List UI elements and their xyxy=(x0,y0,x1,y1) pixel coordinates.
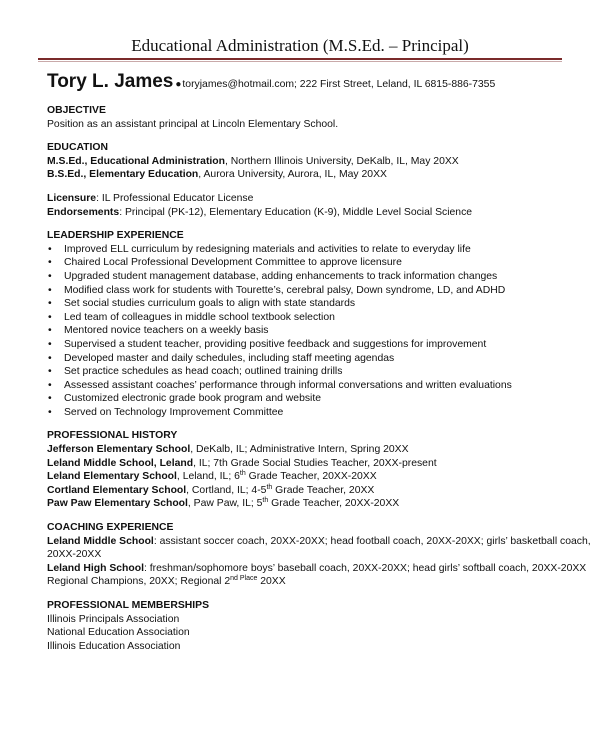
list-item: • Set social studies curriculum goals to align with state standards xyxy=(47,297,567,311)
list-item: • Supervised a student teacher, providing positive feedback and suggestions for improvement xyxy=(47,338,567,352)
leadership-heading: LEADERSHIP EXPERIENCE xyxy=(47,230,184,242)
school-name: Cortland Elementary School xyxy=(47,484,187,496)
title-rule xyxy=(38,58,562,60)
degree-line xyxy=(47,168,567,182)
school-name: Leland Elementary School xyxy=(47,471,177,483)
list-item: • Improved ELL curriculum by redesigning materials and activities to relate to everyday life xyxy=(47,243,567,257)
list-item: • Developed master and daily schedules, including staff meeting agendas xyxy=(47,352,567,366)
history-heading: PROFESSIONAL HISTORY xyxy=(47,430,178,442)
history-entry xyxy=(47,470,567,484)
school-name: Paw Paw Elementary School xyxy=(47,498,188,510)
endorsements-label: Endorsements xyxy=(47,206,120,218)
entry-text-tail: Grade Teacher, 20XX-20XX xyxy=(268,498,400,510)
objective-text: Position as an assistant principal at Lincoln Elementary School. xyxy=(47,118,339,130)
coaching-entry-cont xyxy=(47,575,567,589)
degree-details: , Aurora University, Aurora, IL, May 20XX xyxy=(198,169,387,181)
contact-info: toryjames@hotmail.com; 222 First Street, Leland, IL 6815-886-7355 xyxy=(182,79,496,90)
list-item: • Customized electronic grade book program and website xyxy=(47,392,567,406)
history-entry xyxy=(47,497,567,511)
list-item: • Upgraded student management database, adding enhancements to track information changes xyxy=(47,270,567,284)
entry-text: , Leland, IL; 6 xyxy=(176,471,240,483)
resume-body xyxy=(47,71,591,653)
school-name: Leland Middle School, Leland xyxy=(47,457,194,469)
school-name: Leland High School xyxy=(47,562,144,574)
leadership-list xyxy=(47,243,567,420)
list-item: • Chaired Local Professional Development Committee to approve licensure xyxy=(47,256,567,270)
entry-text: , IL; 7th Grade Social Studies Teacher, 20XX-present xyxy=(193,457,437,469)
separator-dot-icon: ● xyxy=(175,79,182,90)
list-item: • Led team of colleagues in middle school textbook selection xyxy=(47,311,567,325)
entry-text: , Paw Paw, IL; 5 xyxy=(187,498,263,510)
degree-details: , Northern Illinois University, DeKalb, IL, May 20XX xyxy=(225,155,459,167)
degree-name: M.S.Ed., Educational Administration xyxy=(47,155,226,167)
coaching-entry xyxy=(47,535,591,549)
entry-text: , DeKalb, IL; Administrative Intern, Spring 20XX xyxy=(190,444,409,456)
degree-line xyxy=(47,155,567,169)
entry-text-tail: Grade Teacher, 20XX-20XX xyxy=(245,471,377,483)
ordinal-suffix: nd Place xyxy=(230,575,258,583)
membership-item: Illinois Education Association xyxy=(47,640,181,652)
endorsements-text: : Principal (PK-12), Elementary Education (K-9), Middle Level Social Science xyxy=(119,206,473,218)
history-entry xyxy=(47,484,567,498)
education-heading: EDUCATION xyxy=(47,142,108,154)
entry-text-tail: 20XX xyxy=(257,576,286,588)
membership-item: Illinois Principals Association xyxy=(47,613,180,625)
entry-text-tail: Grade Teacher, 20XX xyxy=(272,484,375,496)
history-entry xyxy=(47,443,567,457)
licensure-label: Licensure xyxy=(47,192,97,204)
ordinal-suffix: th xyxy=(239,470,246,478)
title-rule-thin xyxy=(38,61,562,62)
licensure-line xyxy=(47,192,567,206)
coaching-entry xyxy=(47,562,587,576)
candidate-name: Tory L. James xyxy=(47,71,174,92)
entry-text: : assistant soccer coach, 20XX-20XX; head football coach, 20XX-20XX; girls’ basketball coach, xyxy=(153,535,591,547)
entry-text: Regional Champions, 20XX; Regional 2 xyxy=(47,576,231,588)
school-name: Jefferson Elementary School xyxy=(47,444,191,456)
memberships-heading: PROFESSIONAL MEMBERSHIPS xyxy=(47,600,210,611)
endorsements-line xyxy=(47,206,567,220)
history-entry xyxy=(47,457,567,471)
list-item: • Modified class work for students with Tourette’s, cerebral palsy, Down syndrome, LD, and ADHD xyxy=(47,284,567,298)
entry-text: : freshman/sophomore boys’ baseball coach, 20XX-20XX; head girls’ softball coach, 20XX-20XX xyxy=(143,562,587,574)
coaching-heading: COACHING EXPERIENCE xyxy=(47,522,174,534)
entry-text: , Cortland, IL; 4-5 xyxy=(186,484,267,496)
degree-name: B.S.Ed., Elementary Education xyxy=(47,169,199,181)
ordinal-suffix: th xyxy=(262,497,269,505)
school-name: Leland Middle School xyxy=(47,535,154,547)
ordinal-suffix: th xyxy=(266,483,273,491)
objective-heading: OBJECTIVE xyxy=(47,105,106,116)
list-item: • Assessed assistant coaches’ performance through informal conversations and written evaluations xyxy=(47,379,567,393)
list-item: • Mentored novice teachers on a weekly basis xyxy=(47,324,567,338)
list-item: • Set practice schedules as head coach; outlined training drills xyxy=(47,365,567,379)
licensure-text: : IL Professional Educator License xyxy=(96,192,254,204)
document-title: Educational Administration (M.S.Ed. – Principal) xyxy=(131,36,469,55)
header-line xyxy=(47,72,567,95)
list-item: • Served on Technology Improvement Committee xyxy=(47,406,567,420)
coaching-entry-cont: 20XX-20XX xyxy=(47,549,102,561)
membership-item: National Education Association xyxy=(47,627,190,639)
